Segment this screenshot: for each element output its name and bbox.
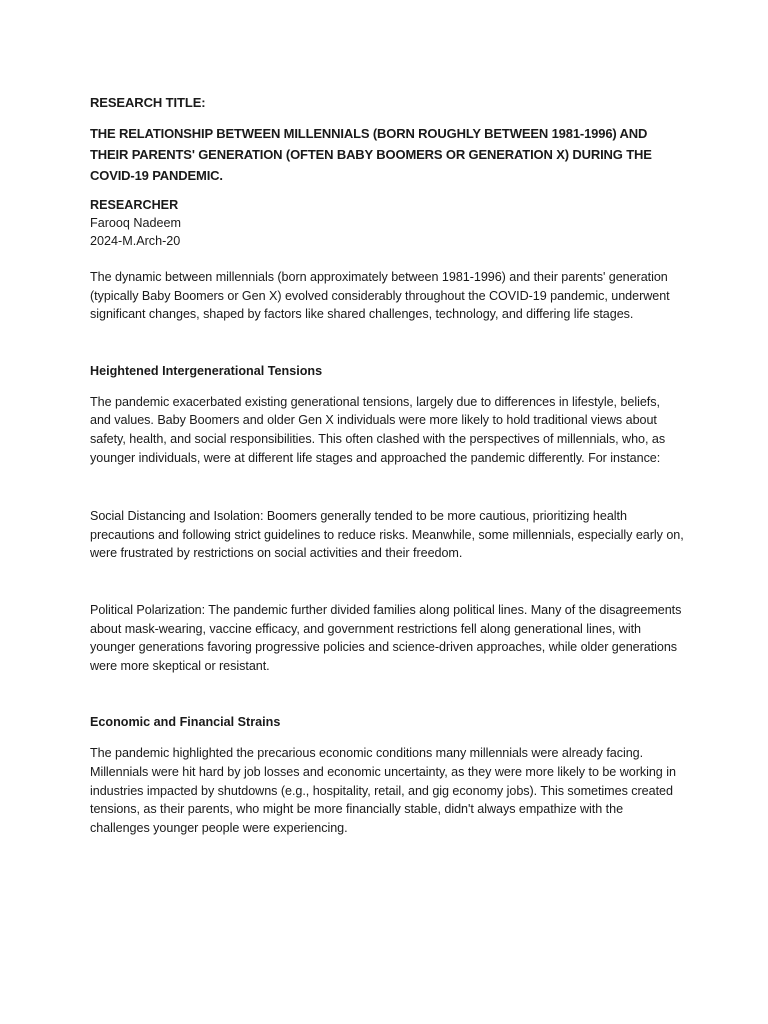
researcher-id: 2024-M.Arch-20 <box>90 234 181 248</box>
research-title-label: RESEARCH TITLE: <box>90 95 206 110</box>
document-content <box>90 94 684 837</box>
intro-paragraph: The dynamic between millennials (born approximately between 1981-1996) and their parents' generation (typically Baby Boomers or Gen X) evolved considerably throughout the COVID-19 pandemic, underwent significant changes, shaped by factors like shared challenges, technology, and differing life stages. <box>90 270 670 322</box>
researcher-block <box>90 196 684 250</box>
body-paragraph: The pandemic exacerbated existing generational tensions, largely due to differences in lifestyle, beliefs, and values. Baby Boomers and older Gen X individuals were more likely to hold traditional views about safety, health, and social responsibilities. This often clashed with the perspectives of millennials, who, as younger individuals, were at different life stages and approached the pandemic differently. For instance: <box>90 394 666 465</box>
researcher-label: RESEARCHER <box>90 198 179 212</box>
body-paragraph: Political Polarization: The pandemic further divided families along political lines. Many of the disagreements about mask-wearing, vaccine efficacy, and government restrictions fell along generational lines, with younger generations favoring progressive policies and science-driven approaches, while older generations were more skeptical or resistant. <box>90 602 682 673</box>
body-paragraph: Social Distancing and Isolation: Boomers generally tended to be more cautious, prioritizing health precautions and following strict guidelines to reduce risks. Meanwhile, some millennials, especially early on, were frustrated by restrictions on social activities and their freedom. <box>90 509 684 561</box>
section-heading: Economic and Financial Strains <box>90 715 281 730</box>
research-title: THE RELATIONSHIP BETWEEN MILLENNIALS (BORN ROUGHLY BETWEEN 1981-1996) AND THEIR PARENTS' GENERATION (OFTEN BABY BOOMERS OR GENERATION X) DURING THE COVID-19 PANDEMIC. <box>90 126 652 183</box>
body-paragraph: The pandemic highlighted the precarious economic conditions many millennials were already facing. Millennials were hit hard by job losses and economic uncertainty, as they were more likely to be working in industries impacted by shutdowns (e.g., hospitality, retail, and gig economy jobs). This sometimes created tensions, as their parents, who might be more financially stable, didn't always empathize with the challenges younger people were experiencing. <box>90 746 676 835</box>
researcher-name: Farooq Nadeem <box>90 216 182 230</box>
section-heading: Heightened Intergenerational Tensions <box>90 363 323 378</box>
